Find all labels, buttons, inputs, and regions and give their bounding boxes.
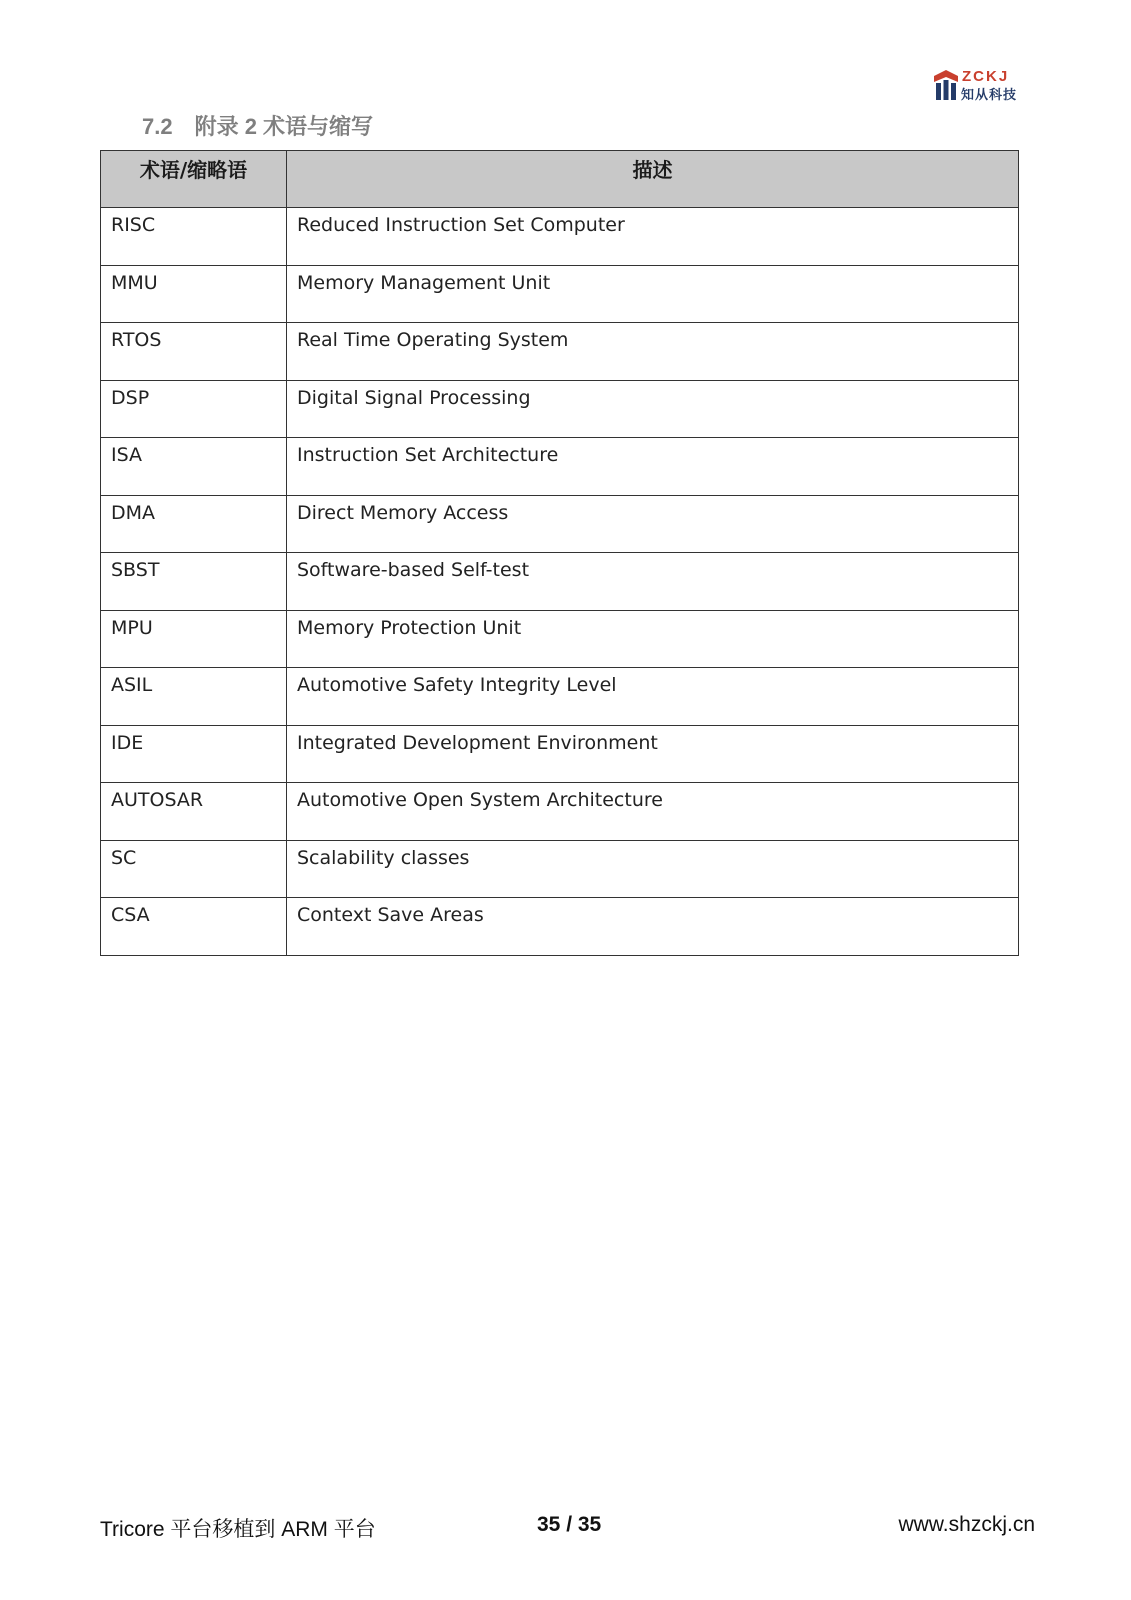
description-cell: Memory Protection Unit	[287, 610, 1019, 668]
term-cell: RTOS	[101, 323, 287, 381]
term-cell: SC	[101, 840, 287, 898]
table-row	[101, 438, 1019, 496]
description-cell: Real Time Operating System	[287, 323, 1019, 381]
section-number: 7.2	[142, 114, 173, 139]
term-cell: RISC	[101, 208, 287, 266]
description-cell: Memory Management Unit	[287, 265, 1019, 323]
term-cell: MPU	[101, 610, 287, 668]
header-description: 描述	[287, 151, 1019, 208]
table-row	[101, 208, 1019, 266]
table-row	[101, 323, 1019, 381]
table-row	[101, 898, 1019, 956]
table-row	[101, 265, 1019, 323]
company-logo	[934, 68, 1034, 104]
table-row	[101, 840, 1019, 898]
description-cell: Reduced Instruction Set Computer	[287, 208, 1019, 266]
description-cell: Software-based Self-test	[287, 553, 1019, 611]
footer-page-number: 35 / 35	[537, 1513, 602, 1536]
table-row	[101, 610, 1019, 668]
page-footer	[100, 1513, 1035, 1543]
description-cell: Integrated Development Environment	[287, 725, 1019, 783]
terms-table	[100, 150, 1019, 956]
footer-document-title: Tricore 平台移植到 ARM 平台	[100, 1518, 376, 1541]
term-cell: SBST	[101, 553, 287, 611]
table-row	[101, 495, 1019, 553]
table-row	[101, 668, 1019, 726]
table-row	[101, 553, 1019, 611]
table-header-row	[101, 151, 1019, 208]
footer-website: www.shzckj.cn	[898, 1513, 1035, 1536]
table-row	[101, 725, 1019, 783]
description-cell: Instruction Set Architecture	[287, 438, 1019, 496]
description-cell: Direct Memory Access	[287, 495, 1019, 553]
header-term: 术语/缩略语	[101, 151, 287, 208]
description-cell: Automotive Open System Architecture	[287, 783, 1019, 841]
description-cell: Scalability classes	[287, 840, 1019, 898]
term-cell: DMA	[101, 495, 287, 553]
logo-chinese-name: 知从科技	[961, 88, 1018, 103]
description-cell: Digital Signal Processing	[287, 380, 1019, 438]
term-cell: CSA	[101, 898, 287, 956]
term-cell: ASIL	[101, 668, 287, 726]
description-cell: Context Save Areas	[287, 898, 1019, 956]
table-row	[101, 783, 1019, 841]
term-cell: AUTOSAR	[101, 783, 287, 841]
term-cell: MMU	[101, 265, 287, 323]
term-cell: DSP	[101, 380, 287, 438]
term-cell: IDE	[101, 725, 287, 783]
section-heading	[142, 110, 373, 141]
table-row	[101, 380, 1019, 438]
description-cell: Automotive Safety Integrity Level	[287, 668, 1019, 726]
logo-mark-icon	[934, 70, 958, 102]
section-title-text: 附录 2 术语与缩写	[194, 114, 374, 139]
logo-wordmark: ZCKJ	[962, 68, 1010, 85]
term-cell: ISA	[101, 438, 287, 496]
